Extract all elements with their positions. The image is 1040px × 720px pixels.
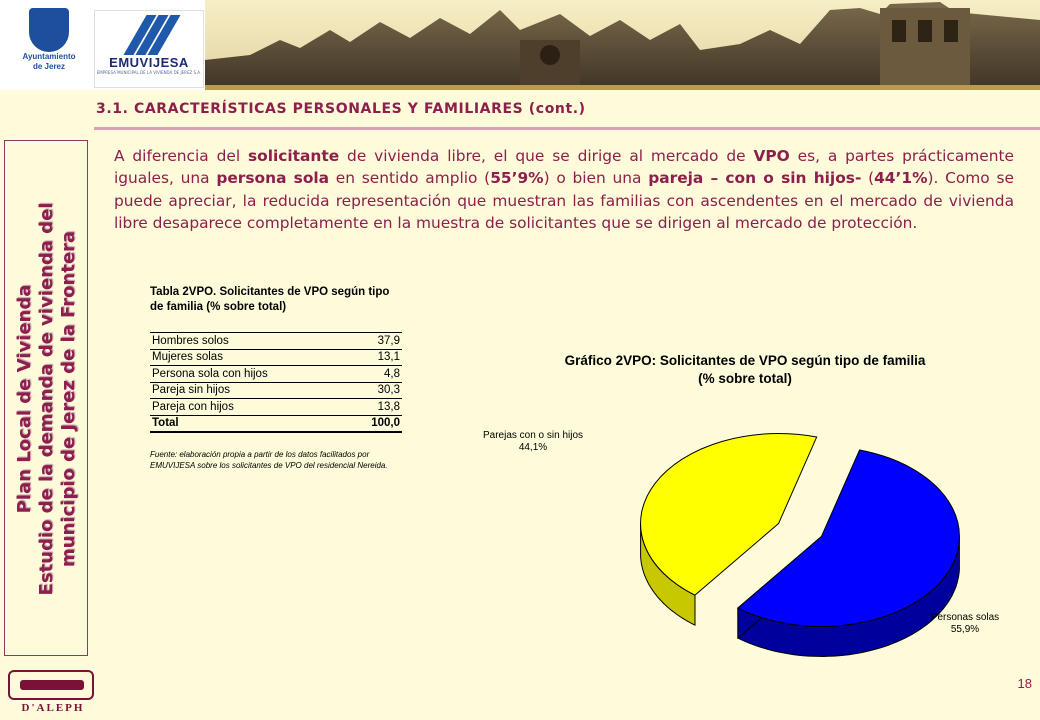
- intro-text: (: [861, 169, 875, 188]
- sidebar-line2: Estudio de la demanda de vivienda del: [36, 202, 57, 596]
- intro-text: A diferencia del: [114, 147, 248, 165]
- family-type-table-block: [150, 285, 405, 471]
- row-label: Pareja sin hijos: [150, 382, 348, 399]
- logo-text-line1: Ayuntamiento: [22, 52, 76, 61]
- sidebar-line1: Plan Local de Vivienda: [14, 284, 35, 514]
- table-total-row: [150, 415, 402, 432]
- intro-bold: VPO: [753, 147, 790, 165]
- emuvijesa-mark-icon: [129, 15, 169, 53]
- daleph-brand: D'ALEPH: [21, 702, 85, 714]
- intro-text: de vivienda libre, el que se dirige al mercado de: [339, 147, 754, 165]
- page-number: 18: [1017, 676, 1032, 691]
- slice-label-personas: [910, 612, 1020, 636]
- slice-label-text: Parejas con o sin hijos: [482, 430, 584, 441]
- table-row: [150, 399, 402, 416]
- row-value: 13,8: [348, 399, 402, 416]
- intro-bold: 55’9%: [490, 169, 544, 188]
- total-label: Total: [150, 415, 348, 432]
- sidebar-box: [4, 140, 88, 656]
- emuvijesa-tagline: EMPRESA MUNICIPAL DE LA VIVIENDA DE JEREZ S.A.: [96, 70, 202, 75]
- title-rule: [94, 127, 1040, 130]
- sidebar-title: [14, 149, 80, 649]
- chart-title-line1: Gráfico 2VPO: Solicitantes de VPO según tipo de familia: [564, 353, 926, 368]
- chart-title-line2: (% sobre total): [698, 371, 792, 386]
- table-row: [150, 349, 402, 366]
- row-value: 30,3: [348, 382, 402, 399]
- table-row: [150, 382, 402, 399]
- slice-label-value: 44,1%: [518, 442, 548, 453]
- daleph-mark-icon: [8, 670, 94, 700]
- sidebar-line3: municipio de Jerez de la Frontera: [58, 230, 79, 568]
- ayuntamiento-logo[interactable]: [14, 8, 84, 82]
- pie-chart: [470, 420, 1040, 665]
- row-label: Pareja con hijos: [150, 399, 348, 416]
- intro-text: ) o bien una: [543, 169, 649, 188]
- section-title: 3.1. CARACTERÍSTICAS PERSONALES Y FAMILIARES (cont.): [96, 101, 586, 117]
- family-type-table: [150, 332, 402, 433]
- table-source-note: Fuente: elaboración propia a partir de los datos facilitados por EMUVIJESA sobre los solicitantes de VPO del residencial Nereida.: [150, 449, 388, 470]
- row-value: 37,9: [348, 333, 402, 350]
- emuvijesa-logo[interactable]: [94, 10, 204, 88]
- intro-text: en sentido amplio (: [329, 169, 491, 188]
- slice-label-text: Personas solas: [930, 612, 1000, 623]
- emuvijesa-name: EMUVIJESA: [109, 55, 189, 70]
- slice-label-parejas: [478, 430, 588, 454]
- intro-bold: persona sola: [216, 169, 330, 188]
- table-title: Tabla 2VPO. Solicitantes de VPO según tipo de familia (% sobre total): [150, 286, 390, 313]
- intro-paragraph: [114, 145, 1014, 235]
- intro-text: es, a partes prácticamente iguales, una: [114, 147, 1014, 188]
- row-value: 13,1: [348, 349, 402, 366]
- intro-text: ). Como se puede apreciar, la reducida representación que muestran las familias con ascendentes en el mercado de vivienda libre desaparece completamente en la muestra de solicitantes que se dirigen al mercado de protección.: [114, 169, 1014, 233]
- chart-title: [520, 352, 970, 388]
- header-divider: [205, 85, 1040, 90]
- table-row: [150, 333, 402, 350]
- shield-icon: [29, 8, 69, 52]
- table-row: [150, 366, 402, 383]
- row-label: Hombres solos: [150, 333, 348, 350]
- total-value: 100,0: [348, 415, 402, 432]
- intro-bold: pareja – con o sin hijos-: [648, 169, 862, 188]
- header-banner: [0, 0, 1040, 90]
- logos-area: [0, 0, 205, 90]
- intro-bold: solicitante: [247, 147, 340, 165]
- intro-bold: 44’1%: [874, 169, 928, 188]
- slice-label-value: 55,9%: [950, 624, 980, 635]
- daleph-logo[interactable]: [8, 670, 98, 718]
- row-label: Mujeres solas: [150, 349, 348, 366]
- row-value: 4,8: [348, 366, 402, 383]
- logo-text-line2: de Jerez: [32, 62, 66, 71]
- row-label: Persona sola con hijos: [150, 366, 348, 383]
